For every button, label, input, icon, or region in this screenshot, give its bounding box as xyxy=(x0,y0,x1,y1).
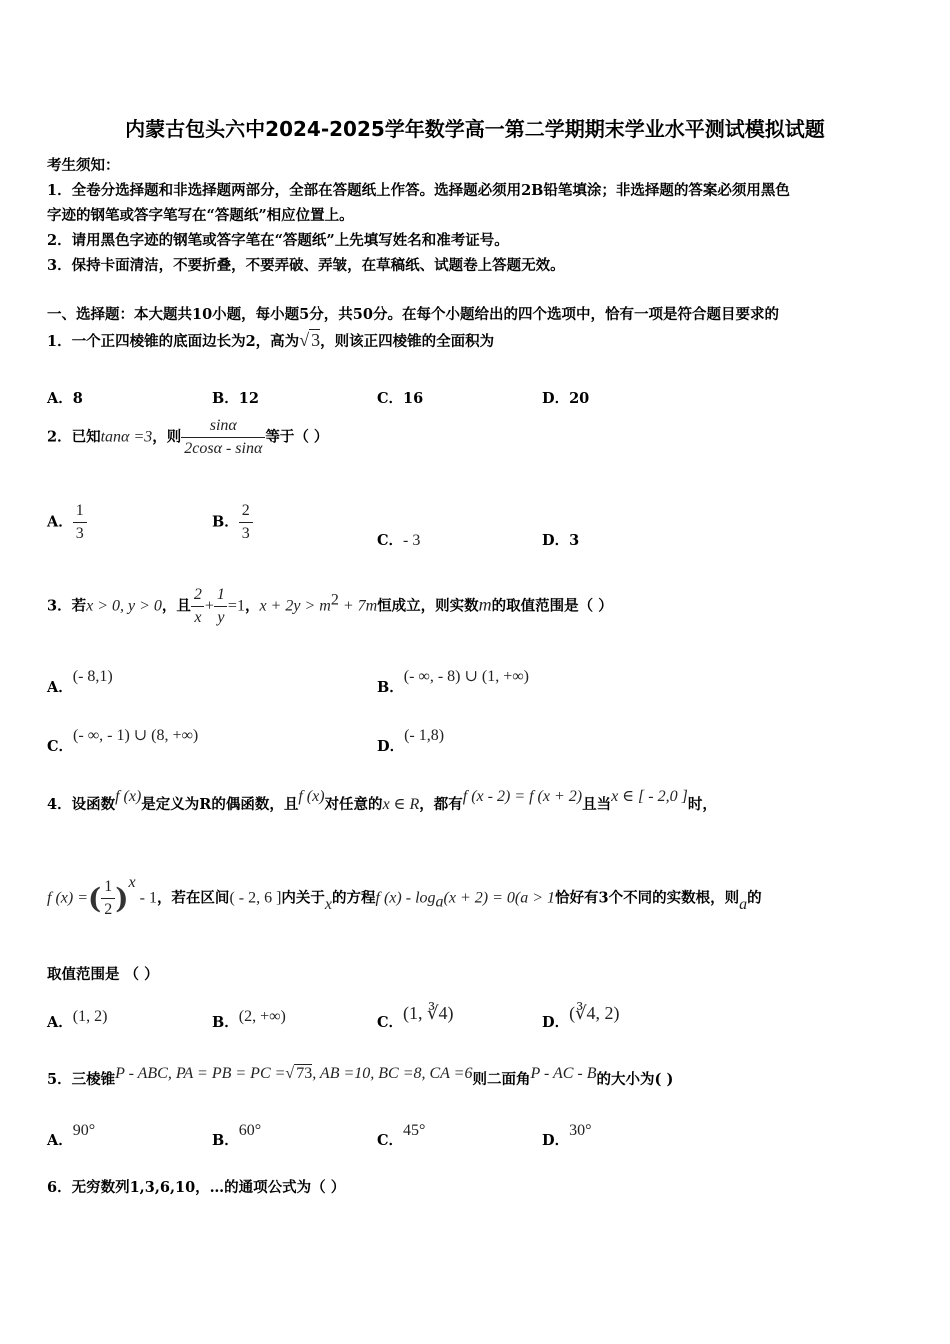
question-2: 2．已知tanα =3，则 $\frac{\sin\alpha}{2\cos\alpha - \sin\alpha}$ 等于（ ） xyxy=(47,417,329,457)
section-heading: 一、选择题：本大题共10小题，每小题5分，共50分。在每个小题给出的四个选项中，恰有一项是符合题目要求的 xyxy=(47,306,779,323)
q4-option-d[interactable]: D．(∛4, 2) xyxy=(542,1003,620,1031)
question-6: 6．无穷数列1,3,6,10，…的通项公式为（ ） xyxy=(47,1179,346,1196)
q1-option-c[interactable]: C．16 xyxy=(377,390,424,407)
question-5: 5．三棱锥P - ABC, PA = PB = PC =√ 73, AB =10, BC =8, CA =6则二面角P - AC - B的大小为( ) xyxy=(47,1065,674,1088)
q1-suffix: ，则该正四棱锥的全面积为 xyxy=(320,333,495,350)
question-4-line-1: 4．设函数f (x)是定义为R的偶函数，且f (x)对任意的x ∈ R，都有f (x - 2) = f (x + 2)且当x ∈ [ - 2,0 ]时， xyxy=(47,788,717,813)
q2-fraction: $\frac{\sin\alpha}{2\cos\alpha - \sin\alpha}$ xyxy=(181,417,265,458)
q5-option-a[interactable]: A．90° xyxy=(47,1122,96,1149)
q1-option-a[interactable]: A．8 xyxy=(47,390,83,407)
q4-option-c[interactable]: C．(1, ∛4) xyxy=(377,1003,454,1031)
q5-option-c[interactable]: C．45° xyxy=(377,1122,426,1149)
q3-option-d[interactable]: D．(- 1,8) xyxy=(377,727,445,755)
question-4-line-3: 取值范围是 （ ） xyxy=(47,966,159,983)
q5-option-d[interactable]: D．30° xyxy=(542,1122,592,1149)
question-3: 3．若x > 0, y > 0，且 $\frac{2}{x}$ + $\frac{1}{y}$ =1，$x + 2y > m^2 + 7m$恒成立，则实数m的取值范围是（ ） xyxy=(47,586,613,626)
q1-sqrt: √ 3 xyxy=(299,330,321,350)
notice-heading: 考生须知： xyxy=(47,157,120,174)
q4-option-a[interactable]: A．(1, 2) xyxy=(47,1008,108,1031)
notice-item-3: 3．保持卡面清洁，不要折叠，不要弄破、弄皱，在草稿纸、试题卷上答题无效。 xyxy=(47,257,565,274)
q4-option-b[interactable]: B．(2, +∞) xyxy=(212,1008,286,1031)
notice-item-1-line-1: 1．全卷分选择题和非选择题两部分，全部在答题纸上作答。选择题必须用2B铅笔填涂；非选择题的答案必须用黑色 xyxy=(47,182,790,199)
q3-option-a[interactable]: A．(- 8,1) xyxy=(47,668,113,696)
q1-option-b[interactable]: B．12 xyxy=(212,390,259,407)
q1-option-d[interactable]: D．20 xyxy=(542,390,590,407)
notice-item-2: 2．请用黑色字迹的钢笔或答字笔在“答题纸”上先填写姓名和准考证号。 xyxy=(47,232,509,249)
page-title: 内蒙古包头六中2024-2025学年数学高一第二学期期末学业水平测试模拟试题 xyxy=(125,117,825,141)
q2-option-d[interactable]: D．3 xyxy=(542,532,580,549)
notice-item-1-line-2: 字迹的钢笔或答字笔写在“答题纸”相应位置上。 xyxy=(47,207,354,224)
question-1 xyxy=(47,330,494,351)
q2-option-a[interactable]: A． $\frac{1}{3}$ xyxy=(47,502,87,543)
q1-prefix: 1．一个正四棱锥的底面边长为2，高为 xyxy=(47,333,300,350)
q3-option-b[interactable]: B．(- ∞, - 8) ∪ (1, +∞) xyxy=(377,668,529,696)
q3-option-c[interactable]: C．(- ∞, - 1) ∪ (8, +∞) xyxy=(47,727,199,755)
q2-option-b[interactable]: B． $\frac{2}{3}$ xyxy=(212,502,253,543)
q5-option-b[interactable]: B．60° xyxy=(212,1122,262,1149)
q2-option-c[interactable]: C．- 3 xyxy=(377,532,421,549)
question-4-line-2: f (x) =( $\frac{1}{2}$ )$^x$ - 1，若在区间( - 2, 6 ]内关于x的方程f $(x) - \log_a(x + 2) = 0(a > 1$恰好有3个不同的实数根，则a的 xyxy=(47,873,762,918)
